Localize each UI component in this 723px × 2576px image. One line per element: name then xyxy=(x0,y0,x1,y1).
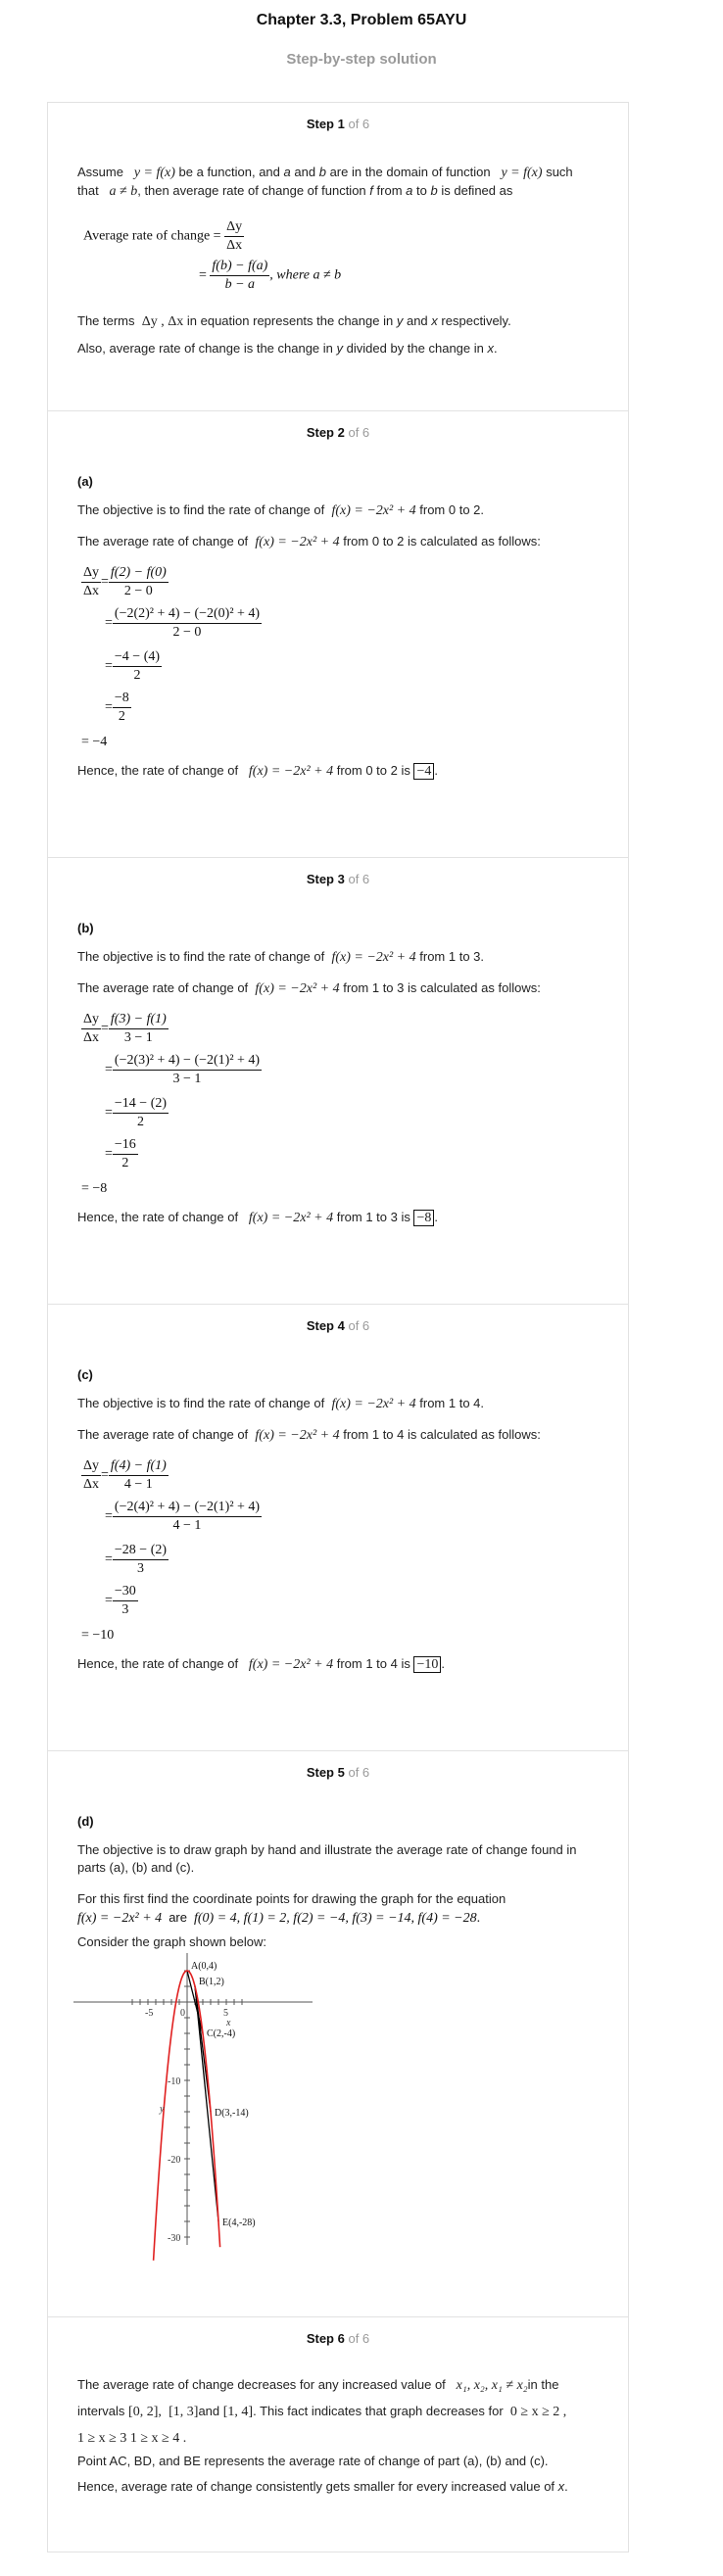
point-label-a: A(0,4) xyxy=(191,1961,217,1972)
step-3-line-5: = −8 xyxy=(81,1181,108,1196)
step-2-heading: Step 2 of 6 xyxy=(306,425,370,440)
step-3-line-4: = $\frac{-16}{2}$ xyxy=(105,1137,136,1170)
part-a-label: (a) xyxy=(77,474,93,489)
step-1-card xyxy=(47,102,629,411)
step-6-card xyxy=(47,2317,629,2552)
step-5-consider: Consider the graph shown below: xyxy=(77,1934,266,1949)
step-1-heading: Step 1 of 6 xyxy=(306,117,370,131)
step-2-line-1: $\frac{\Delta y}{\Delta x}$ = $\frac{f(2) - f(0)}{2 - 0}$ xyxy=(83,565,167,598)
point-label-b: B(1,2) xyxy=(199,1977,224,1987)
step-4-answer-box: −10 xyxy=(413,1656,441,1673)
part-c-label: (c) xyxy=(77,1367,93,1382)
x-tick-label: 5 xyxy=(223,2008,228,2019)
step-2-card xyxy=(47,411,629,858)
step-2-line-4: = $\frac{-8}{2}$ xyxy=(105,691,129,724)
step-2-line-2: = $\frac{\text{(−2(2)² + 4) − (−2(0)² + 4)}}{2 - 0}$ xyxy=(105,606,261,640)
step-1-definition-2: = $\frac{f(b) - f(a)}{b - a}$ , where a ≠ b xyxy=(199,259,342,292)
step-2-line-3: = $\frac{-4 - (4)}{2}$ xyxy=(105,649,161,683)
step-4-objective: The objective is to find the rate of change of f(x) = −2x² + 4 from 1 to 4. xyxy=(77,1396,485,1411)
step-5-first: For this first find the coordinate points for drawing the graph for the equation xyxy=(77,1891,506,1906)
step-2-calc-intro: The average rate of change of f(x) = −2x² + 4 from 0 to 2 is calculated as follows: xyxy=(77,534,541,549)
step-5-objective: The objective is to draw graph by hand and illustrate the average rate of change found in parts (a), (b) and (c). xyxy=(77,1842,577,1875)
step-3-objective: The objective is to find the rate of change of f(x) = −2x² + 4 from 1 to 3. xyxy=(77,949,485,965)
step-3-calc-intro: The average rate of change of f(x) = −2x² + 4 from 1 to 3 is calculated as follows: xyxy=(77,980,541,996)
step-6-points: Point AC, BD, and BE represents the average rate of change of part (a), (b) and (c). xyxy=(77,2454,549,2468)
step-1-terms: The terms Δy , Δx in equation represents the change in y and x respectively. xyxy=(77,313,511,329)
page-subtitle: Step-by-step solution xyxy=(286,51,437,68)
y-axis-label: y xyxy=(160,2104,165,2115)
step-1-definition: Average rate of change = $\frac{\Delta y}{\Delta x}$ xyxy=(83,219,243,253)
step-4-line-5: = −10 xyxy=(81,1628,115,1643)
step-3-line-2: = $\frac{\text{(−2(3)² + 4) − (−2(1)² + 4)}}{3 - 1}$ xyxy=(105,1053,261,1086)
step-6-heading: Step 6 of 6 xyxy=(306,2331,370,2346)
point-label-e: E(4,-28) xyxy=(222,2218,256,2228)
rate-segment-BE xyxy=(195,1986,218,2221)
step-2-objective: The objective is to find the rate of change of f(x) = −2x² + 4 from 0 to 2. xyxy=(77,502,485,518)
y-tick-label: -20 xyxy=(168,2155,181,2166)
step-2-answer: Hence, the rate of change of f(x) = −2x² + 4 from 0 to 2 is −4 . xyxy=(77,763,439,779)
step-3-heading: Step 3 of 6 xyxy=(306,872,370,886)
graph-labels xyxy=(145,1961,256,2244)
step-3-line-1: $\frac{\Delta y}{\Delta x}$ = $\frac{f(3) - f(1)}{3 - 1}$ xyxy=(83,1012,167,1045)
step-3-card xyxy=(47,858,629,1305)
y-tick-label: -30 xyxy=(168,2233,181,2244)
step-4-answer: Hence, the rate of change of f(x) = −2x² + 4 from 1 to 4 is −10 . xyxy=(77,1656,446,1672)
part-d-label: (d) xyxy=(77,1814,94,1829)
page-title: Chapter 3.3, Problem 65AYU xyxy=(256,12,467,28)
step-4-card xyxy=(47,1305,629,1751)
step-3-answer-box: −8 xyxy=(413,1210,434,1226)
point-label-c: C(2,-4) xyxy=(207,2028,236,2039)
step-4-line-2: = $\frac{\text{(−2(4)² + 4) − (−2(1)² + 4)}}{4 - 1}$ xyxy=(105,1500,261,1533)
step-2-answer-box: −4 xyxy=(413,763,434,780)
parabola-graph xyxy=(68,1953,322,2244)
step-6-conclusion: Hence, average rate of change consistently gets smaller for every increased value of x. xyxy=(77,2479,568,2494)
step-3-line-3: = $\frac{-14 - (2)}{2}$ xyxy=(105,1096,168,1129)
step-6-text: The average rate of change decreases for any increased value of x₁, x₂, x₁ ≠ x₂in the intervals [0, 2], [1, 3]and [1, 4]. This fact indicates that graph decreases for 0 ≥ x ≥ 2 , 1 ≥ x ≥ 3 1 ≥ x ≥ 4 . xyxy=(77,2377,567,2446)
step-1-intro: Assume y = f(x) be a function, and a and b are in the domain of function y = f(x) such that a ≠ b, then average rate of change of function f from a to b is defined as xyxy=(77,165,573,199)
part-b-label: (b) xyxy=(77,921,94,935)
x-tick-label: -5 xyxy=(145,2008,154,2019)
step-5-heading: Step 5 of 6 xyxy=(306,1765,370,1780)
step-4-calc-intro: The average rate of change of f(x) = −2x² + 4 from 1 to 4 is calculated as follows: xyxy=(77,1427,541,1443)
step-2-line-5: = −4 xyxy=(81,735,108,749)
graph-segments xyxy=(187,1971,218,2221)
step-4-line-4: = $\frac{-30}{3}$ xyxy=(105,1584,136,1617)
step-4-line-1: $\frac{\Delta y}{\Delta x}$ = $\frac{f(4) - f(1)}{4 - 1}$ xyxy=(83,1458,167,1492)
step-3-answer: Hence, the rate of change of f(x) = −2x² + 4 from 1 to 3 is −8 . xyxy=(77,1210,439,1225)
step-4-line-3: = $\frac{-28 - (2)}{3}$ xyxy=(105,1543,168,1576)
step-1-also: Also, average rate of change is the change in y divided by the change in x. xyxy=(77,341,498,356)
step-5-card xyxy=(47,1751,629,2317)
y-tick-label: -10 xyxy=(168,2076,181,2087)
point-label-d: D(3,-14) xyxy=(215,2108,249,2119)
graph-axes xyxy=(73,1953,313,2245)
step-4-heading: Step 4 of 6 xyxy=(306,1318,370,1333)
x-tick-label: 0 xyxy=(180,2008,185,2019)
step-5-points: f(x) = −2x² + 4 are f(0) = 4, f(1) = 2, f(2) = −4, f(3) = −14, f(4) = −28. xyxy=(77,1910,481,1926)
x-axis-label: x xyxy=(226,2018,231,2028)
